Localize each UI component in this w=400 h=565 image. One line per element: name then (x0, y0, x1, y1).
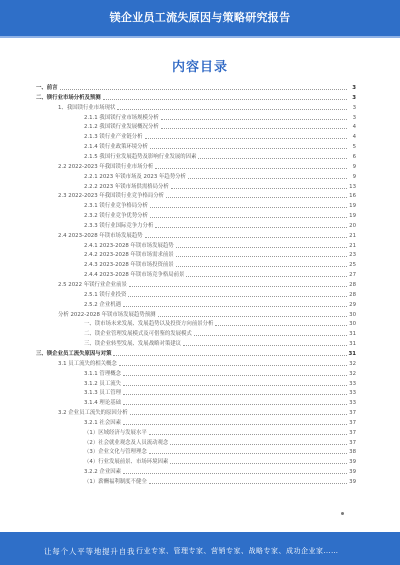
toc-entry[interactable] (84, 261, 356, 269)
toc-entry[interactable] (84, 478, 356, 486)
toc-entry-page: 33 (349, 400, 356, 407)
toc-dot-leader (170, 463, 347, 464)
toc-entry-page: 4 (352, 124, 356, 131)
toc-dot-leader (158, 316, 348, 317)
toc-dot-leader (161, 119, 347, 120)
footer-expert-tags: 行业专家、管理专家、营销专家、战略专家、成功企业家…… (136, 547, 339, 555)
toc-dot-leader (155, 227, 347, 228)
toc-entry-page: 6 (352, 153, 356, 160)
toc-entry-page: 33 (349, 380, 356, 387)
toc-dot-leader (123, 424, 347, 425)
toc-entry-page: 21 (349, 232, 356, 239)
toc-entry-page: 3 (352, 85, 356, 91)
toc-entry[interactable] (84, 439, 356, 447)
toc-dot-leader (149, 483, 347, 484)
toc-entry-label: 2.3.2 镁行业竞争优势分析 (84, 213, 148, 220)
toc-dot-leader (123, 375, 347, 376)
toc-entry[interactable] (84, 458, 356, 466)
toc-entry-label: 2.1.3 镁行业产业链分析 (84, 134, 143, 141)
footer-slogan: 让每个人平等地提升自我 (44, 547, 136, 556)
toc-entry-page: 31 (349, 341, 356, 348)
toc-entry[interactable] (84, 173, 356, 181)
toc-dot-leader (171, 188, 347, 189)
toc-entry-label: 2.1.4 镁行业政策环境分析 (84, 144, 148, 151)
toc-dot-leader (161, 128, 347, 129)
toc-entry[interactable] (84, 251, 356, 259)
toc-entry-page: 37 (349, 419, 356, 426)
toc-entry[interactable] (84, 419, 356, 427)
toc-entry-label: 分析 2022-2028 年镁市场发展趋势预测 (58, 311, 156, 318)
toc-entry-label: 三、镁企业转型发展、发展战略对策建议 (84, 341, 182, 348)
toc-entry-page: 5 (352, 144, 356, 151)
toc-entry[interactable] (58, 360, 356, 368)
page-marker (341, 512, 344, 515)
report-title: 镁企业员工流失原因与策略研究报告 (109, 11, 291, 24)
toc-entry-label: 3.2 企业员工流失的原因分析 (58, 410, 128, 417)
toc-dot-leader (123, 385, 347, 386)
toc-entry[interactable] (36, 350, 356, 358)
toc-entry-page: 4 (352, 134, 356, 141)
toc-entry-page: 31 (348, 350, 356, 357)
toc-entry[interactable] (36, 94, 356, 102)
toc-dot-leader (119, 365, 347, 366)
toc-entry[interactable] (84, 183, 356, 191)
header-divider (0, 36, 400, 38)
toc-entry-label: 2.1.1 我国镁行业市场规模分析 (84, 114, 159, 121)
toc-entry-label: （4）行业发展前景、市场环境因素 (84, 459, 169, 466)
toc-entry[interactable] (58, 281, 356, 289)
toc-entry[interactable] (84, 370, 356, 378)
toc-entry-page: 31 (349, 331, 356, 338)
toc-entry-label: 2.2.1 2023 年镁市场及 2023 年趋势分析 (84, 173, 186, 180)
toc-entry-page: 37 (349, 410, 356, 417)
toc-entry-label: 2.3.1 镁行业竞争格局分析 (84, 203, 148, 210)
toc-dot-leader (123, 306, 347, 307)
toc-entry-label: 2.4 2023-2028 年镁市场发展趋势 (58, 232, 143, 239)
toc-entry-label: 一、前言 (36, 85, 58, 91)
toc-dot-leader (60, 89, 347, 90)
toc-entry-label: 3.1.2 员工流失 (84, 380, 121, 387)
toc-entry[interactable] (84, 153, 356, 161)
toc-entry[interactable] (84, 389, 356, 397)
toc-entry-label: 1、我国镁行业市场现状 (58, 104, 116, 111)
toc-dot-leader (149, 434, 347, 435)
toc-entry[interactable] (84, 399, 356, 407)
toc-entry[interactable] (84, 123, 356, 131)
toc-entry-page: 27 (349, 272, 356, 279)
toc-entry-page: 33 (349, 390, 356, 397)
toc-entry[interactable] (84, 468, 356, 476)
toc-dot-leader (103, 99, 347, 100)
toc-entry[interactable] (84, 242, 356, 250)
toc-entry-page: 13 (349, 183, 356, 190)
toc-dot-leader (113, 355, 347, 356)
toc-entry-page: 23 (349, 252, 356, 259)
toc-entry-label: 3.1 员工流失的相关概念 (58, 360, 117, 367)
toc-entry-label: 二、镁企业管理发展模式及可借鉴的发展模式 (84, 331, 192, 338)
toc-entry-label: 二、镁行业市场分析及预测 (36, 94, 101, 101)
toc-dot-leader (123, 473, 347, 474)
toc-entry-label: 2.5.1 镁行业投资 (84, 291, 127, 298)
toc-entry-label: 2.3 2022-2023 年我国镁行业竞争格局分析 (58, 193, 165, 200)
toc-dot-leader (145, 138, 347, 139)
toc-entry-page: 28 (349, 291, 356, 298)
toc-dot-leader (150, 207, 347, 208)
toc-dot-leader (149, 453, 347, 454)
toc-entry-page: 21 (349, 242, 356, 249)
toc-entry[interactable] (84, 291, 356, 299)
toc-entry-label: 3.1.1 管理概念 (84, 370, 121, 377)
toc-entry-page: 9 (352, 173, 356, 180)
toc-dot-leader (150, 217, 347, 218)
toc-entry[interactable] (84, 320, 356, 328)
toc-dot-leader (128, 296, 347, 297)
toc-entry-label: 3.1.4 理论基础 (84, 400, 121, 407)
toc-entry-label: （3）企业文化与管理理念 (84, 449, 147, 456)
toc-dot-leader (129, 286, 347, 287)
toc-entry[interactable] (84, 429, 356, 437)
toc-entry-page: 39 (349, 459, 356, 466)
toc-entry-label: 3.2.1 社会因素 (84, 419, 121, 426)
toc-dot-leader (183, 345, 347, 346)
toc-dot-leader (186, 276, 347, 277)
toc-entry-page: 37 (349, 439, 356, 446)
toc-entry[interactable] (84, 340, 356, 348)
toc-entry-label: 2.4.2 2023-2028 年镁市场需求前景 (84, 252, 174, 259)
toc-dot-leader (123, 404, 347, 405)
toc-entry[interactable] (84, 202, 356, 210)
toc-title: 内容目录 (171, 60, 228, 75)
toc-entry[interactable] (84, 330, 356, 338)
toc-entry[interactable] (84, 448, 356, 456)
toc-dot-leader (130, 414, 347, 415)
toc-entry-label: （2）社会就业观念及人员流动观念 (84, 439, 169, 446)
toc-dot-leader (150, 148, 347, 149)
toc-entry-page: 19 (349, 203, 356, 210)
toc-entry[interactable] (84, 212, 356, 220)
toc-dot-leader (176, 247, 347, 248)
toc-entry[interactable] (58, 311, 356, 319)
toc-entry-page: 38 (349, 449, 356, 456)
toc-entry-page: 39 (349, 469, 356, 476)
toc-entry[interactable] (58, 409, 356, 417)
toc-entry-label: 2.4.4 2023-2028 年镁市场竞争格局前景 (84, 272, 185, 279)
toc-dot-leader (215, 325, 347, 326)
toc-entry-label: 2.4.3 2023-2028 年镁市场投资前景 (84, 262, 174, 269)
toc-entry-page: 28 (349, 282, 356, 288)
toc-entry-label: 2.3.3 镁行业国际竞争力分析 (84, 222, 154, 229)
toc-entry-label: 2.5.2 企业机遇 (84, 301, 121, 308)
toc-dot-leader (176, 266, 347, 267)
toc-dot-leader (123, 394, 347, 395)
toc-entry[interactable] (84, 380, 356, 388)
toc-dot-leader (188, 178, 347, 179)
toc-entry[interactable] (84, 271, 356, 279)
toc-entry-page: 3 (352, 94, 356, 101)
toc-entry-label: 2.2.2 2023 年镁市场供需格局分析 (84, 183, 169, 190)
toc-dot-leader (117, 109, 347, 110)
toc-entry[interactable] (58, 163, 356, 171)
toc-entry-page: 30 (349, 311, 356, 318)
toc-entry-page: 16 (349, 193, 356, 200)
toc-entry-page: 39 (349, 479, 356, 485)
toc-entry[interactable] (84, 133, 356, 141)
toc-entry-page: 32 (349, 370, 356, 377)
toc-entry-label: 3.1.3 员工管理 (84, 390, 121, 397)
footer-bar (0, 532, 400, 565)
toc-entry-page: 20 (349, 222, 356, 229)
toc-entry-page: 9 (352, 163, 356, 170)
toc-entry[interactable] (84, 222, 356, 230)
toc-entry-label: 3.2.2 企业因素 (84, 469, 121, 476)
toc-entry-page: 25 (349, 262, 356, 269)
toc-entry-label: 三、镁企业员工流失原因与对策 (36, 350, 112, 357)
toc-entry-label: 2.2 2022-2023 年我国镁行业市场分析 (58, 163, 154, 170)
toc-entry-label: 2.4.1 2023-2028 年镁市场发展趋势 (84, 242, 174, 249)
toc-dot-leader (145, 237, 347, 238)
toc-entry-page: 37 (349, 429, 356, 436)
toc-entry-label: 2.1.5 我国行业发展趋势及影响行业发展的因素 (84, 153, 197, 160)
toc-entry[interactable] (84, 301, 356, 309)
toc-entry-label: 2.5 2022 年镁行业企业前景 (58, 282, 127, 288)
toc-entry-page: 29 (349, 301, 356, 308)
toc-entry[interactable] (84, 143, 356, 151)
toc-entry-page: 3 (352, 114, 356, 121)
toc-entry[interactable] (84, 114, 356, 122)
toc-dot-leader (170, 444, 347, 445)
toc-entry[interactable] (36, 84, 356, 92)
toc-entry-page: 3 (352, 104, 356, 111)
toc-dot-leader (194, 335, 347, 336)
toc-dot-leader (198, 158, 347, 159)
toc-entry[interactable] (58, 232, 356, 240)
table-of-contents (36, 84, 356, 489)
toc-entry-page: 30 (349, 321, 356, 328)
toc-dot-leader (176, 256, 347, 257)
toc-entry-label: 一、镁市场未来发展、发展趋势以及投资方向前景分析 (84, 321, 214, 328)
toc-entry-label: （1）区域经济与发展水平 (84, 429, 147, 436)
toc-entry-label: 2.1.2 我国镁行业发展概况分析 (84, 124, 159, 131)
header-bar (0, 0, 400, 36)
toc-dot-leader (155, 168, 347, 169)
toc-dot-leader (166, 197, 347, 198)
toc-entry-page: 19 (349, 213, 356, 220)
toc-entry[interactable] (58, 104, 356, 112)
toc-entry[interactable] (58, 192, 356, 200)
toc-entry-label: （1）薪酬福利制度不健全 (84, 479, 147, 485)
toc-entry-page: 32 (349, 360, 356, 367)
